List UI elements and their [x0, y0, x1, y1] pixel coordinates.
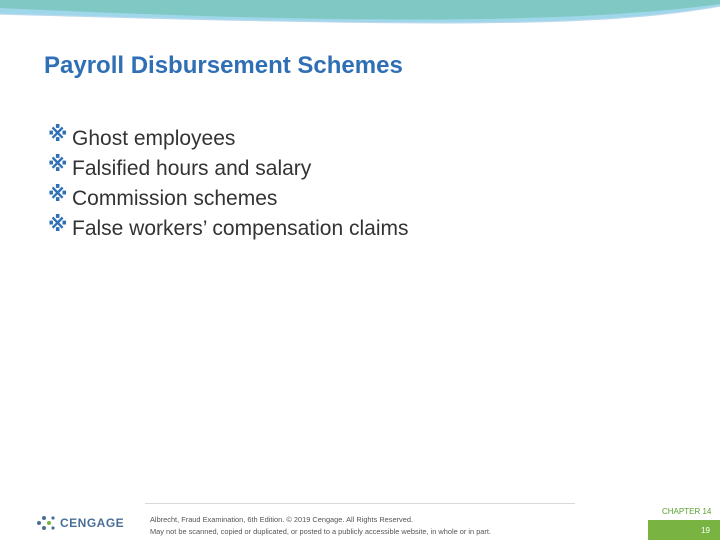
bullet-text: False workers’ compensation claims: [72, 217, 409, 240]
footer-divider: [145, 503, 575, 504]
triple-chevron-bullet-icon: ※: [48, 184, 68, 206]
triple-chevron-bullet-icon: ※: [48, 124, 68, 146]
citation-line-2: May not be scanned, copied or duplicated, or posted to a publicly accessible website, in whole or in part.: [150, 527, 491, 536]
logo-wordmark: CENGAGE: [60, 516, 125, 530]
list-item: [48, 184, 409, 214]
list-item: [48, 124, 409, 154]
list-item: [48, 214, 409, 244]
citation-line-1: Albrecht, Fraud Examination, 6th Edition. © 2019 Cengage. All Rights Reserved.: [150, 515, 414, 524]
page-number-badge: [648, 520, 720, 540]
cengage-logo: [35, 514, 124, 532]
bullet-text: Ghost employees: [72, 127, 236, 150]
page-number: 19: [701, 525, 710, 535]
cengage-logo-icon: [35, 514, 55, 532]
bullet-text: Commission schemes: [72, 187, 278, 210]
bullet-list: [48, 124, 409, 244]
triple-chevron-bullet-icon: ※: [48, 214, 68, 236]
top-wave-decoration: [0, 0, 720, 32]
chapter-label: CHAPTER 14: [662, 507, 712, 516]
slide-title: Payroll Disbursement Schemes: [44, 52, 403, 79]
list-item: [48, 154, 409, 184]
bullet-text: Falsified hours and salary: [72, 157, 312, 180]
triple-chevron-bullet-icon: ※: [48, 154, 68, 176]
footer-citation: [150, 514, 491, 538]
